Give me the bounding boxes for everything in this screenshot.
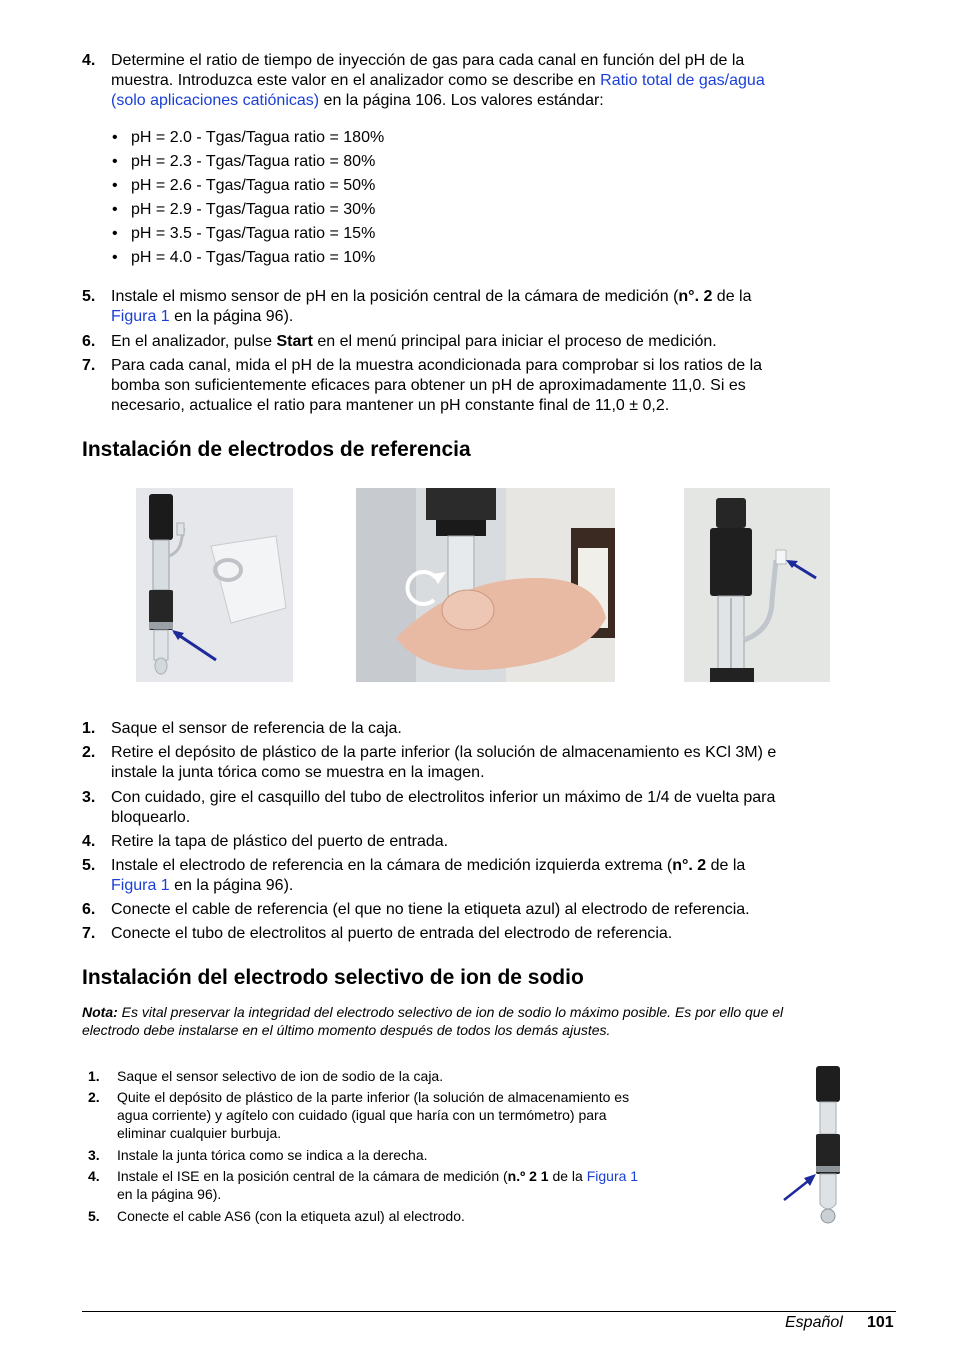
footer-language: Español bbox=[785, 1314, 843, 1331]
sodium-electrode-illustration bbox=[776, 1060, 856, 1228]
step-number: 7. bbox=[82, 925, 96, 942]
bullet: • bbox=[112, 201, 118, 218]
ref-step-6: Conecte el cable de referencia (el que no tiene la etiqueta azul) al electrodo de referencia. bbox=[111, 901, 750, 918]
bullet: • bbox=[112, 225, 118, 242]
sodium-step-4: Instale el ISE en la posición central de la cámara de medición (n.º 2 1 de la Figura 1 en la página 96). bbox=[117, 1168, 639, 1202]
step-7-text: Para cada canal, mida el pH de la muestra acondicionada para comprobar si los ratios de la bomba son suficientemente eficaces para obtener un pH de aproximadamente 11,0. Si es necesario, actualice el ratio para mantener un pH constante final de 11,0 ± 0,2. bbox=[111, 357, 763, 414]
step-number: 5. bbox=[82, 857, 96, 874]
step-4-text: Determine el ratio de tiempo de inyección de gas para cada canal en función del pH de la muestra. Introduzca este valor en el analizador como se describe en Ratio total de gas/agua (solo aplicaciones catiónicas) en la página 106. Los valores estándar: bbox=[111, 52, 765, 109]
inlet-port-illustration bbox=[684, 488, 830, 682]
step-number: 3. bbox=[88, 1147, 100, 1163]
photo-reference-electrode-oring bbox=[136, 488, 293, 682]
ref-step-1: Saque el sensor de referencia de la caja. bbox=[111, 720, 402, 737]
ref-step-3: Con cuidado, gire el casquillo del tubo de electrolitos inferior un máximo de 1/4 de vuelta para bloquearlo. bbox=[111, 789, 776, 826]
note: Nota: Es vital preservar la integridad del electrodo selectivo de ion de sodio lo máximo posible. Es por ello que el electrodo debe instalarse en el último momento después de todos los demás ajustes. bbox=[82, 1004, 784, 1038]
photo-turning-electrolyte-cap bbox=[356, 488, 615, 682]
link-figura-1[interactable]: Figura 1 bbox=[111, 308, 170, 325]
link-gas-water-ratio-cont[interactable]: (solo aplicaciones catiónicas) bbox=[111, 92, 320, 109]
bullet: • bbox=[112, 177, 118, 194]
step-number: 2. bbox=[82, 744, 96, 761]
step-number: 5. bbox=[82, 288, 96, 305]
ref-step-2: Retire el depósito de plástico de la parte inferior (la solución de almacenamiento es KCl 3M) e instale la junta tórica como se muestra en la imagen. bbox=[111, 744, 777, 781]
link-gas-water-ratio[interactable]: Ratio total de gas/agua bbox=[600, 72, 765, 89]
ref-step-5: Instale el electrodo de referencia en la cámara de medición izquierda extrema (n°. 2 de la Figura 1 en la página 96). bbox=[111, 857, 746, 894]
list-item: pH = 2.6 - Tgas/Tagua ratio = 50% bbox=[131, 177, 376, 194]
sodium-step-1: Saque el sensor selectivo de ion de sodio de la caja. bbox=[117, 1068, 444, 1084]
ref-step-7: Conecte el tubo de electrolitos al puerto de entrada del electrodo de referencia. bbox=[111, 925, 673, 942]
step-number: 6. bbox=[82, 901, 96, 918]
sodium-step-2: Quite el depósito de plástico de la parte inferior (la solución de almacenamiento es agua corriente) y agítelo con cuidado (igual que haría con un termómetro) para eliminar cualquier burbuja. bbox=[117, 1089, 630, 1141]
link-figura-1[interactable]: Figura 1 bbox=[586, 1168, 639, 1184]
step-number: 4. bbox=[88, 1168, 100, 1184]
step-number: 5. bbox=[88, 1208, 100, 1224]
link-figura-1[interactable]: Figura 1 bbox=[111, 877, 170, 894]
step-number: 6. bbox=[82, 333, 96, 350]
step-number: 1. bbox=[88, 1068, 100, 1084]
step-number: 4. bbox=[82, 833, 96, 850]
step-6-text: En el analizador, pulse Start en el menú principal para iniciar el proceso de medición. bbox=[111, 333, 717, 350]
footer-rule bbox=[82, 1311, 896, 1312]
note-label: Nota: bbox=[82, 1004, 118, 1020]
step-number: 7. bbox=[82, 357, 96, 374]
list-item: pH = 2.3 - Tgas/Tagua ratio = 80% bbox=[131, 153, 376, 170]
sodium-step-3: Instale la junta tórica como se indica a la derecha. bbox=[117, 1147, 428, 1163]
list-item: pH = 2.0 - Tgas/Tagua ratio = 180% bbox=[131, 129, 385, 146]
step-5-text: Instale el mismo sensor de pH en la posición central de la cámara de medición (n°. 2 de la Figura 1 en la página 96). bbox=[111, 288, 752, 325]
step-number: 2. bbox=[88, 1089, 100, 1105]
bullet: • bbox=[112, 153, 118, 170]
photo-sodium-ise-electrode bbox=[776, 1060, 856, 1228]
step-number: 3. bbox=[82, 789, 96, 806]
turning-cap-illustration bbox=[356, 488, 615, 682]
bullet: • bbox=[112, 249, 118, 266]
ref-step-4: Retire la tapa de plástico del puerto de entrada. bbox=[111, 833, 449, 850]
section-heading: Instalación de electrodos de referencia bbox=[82, 438, 471, 461]
list-item: pH = 2.9 - Tgas/Tagua ratio = 30% bbox=[131, 201, 376, 218]
page-number: 101 bbox=[867, 1314, 894, 1331]
section-heading: Instalación del electrodo selectivo de ion de sodio bbox=[82, 966, 584, 989]
photo-inlet-port-cap bbox=[684, 488, 830, 682]
step-number: 1. bbox=[82, 720, 96, 737]
bullet: • bbox=[112, 129, 118, 146]
step-number: 4. bbox=[82, 52, 96, 69]
electrode-oring-illustration bbox=[136, 488, 293, 682]
list-item: pH = 3.5 - Tgas/Tagua ratio = 15% bbox=[131, 225, 376, 242]
sodium-step-5: Conecte el cable AS6 (con la etiqueta azul) al electrodo. bbox=[117, 1208, 465, 1224]
list-item: pH = 4.0 - Tgas/Tagua ratio = 10% bbox=[131, 249, 376, 266]
